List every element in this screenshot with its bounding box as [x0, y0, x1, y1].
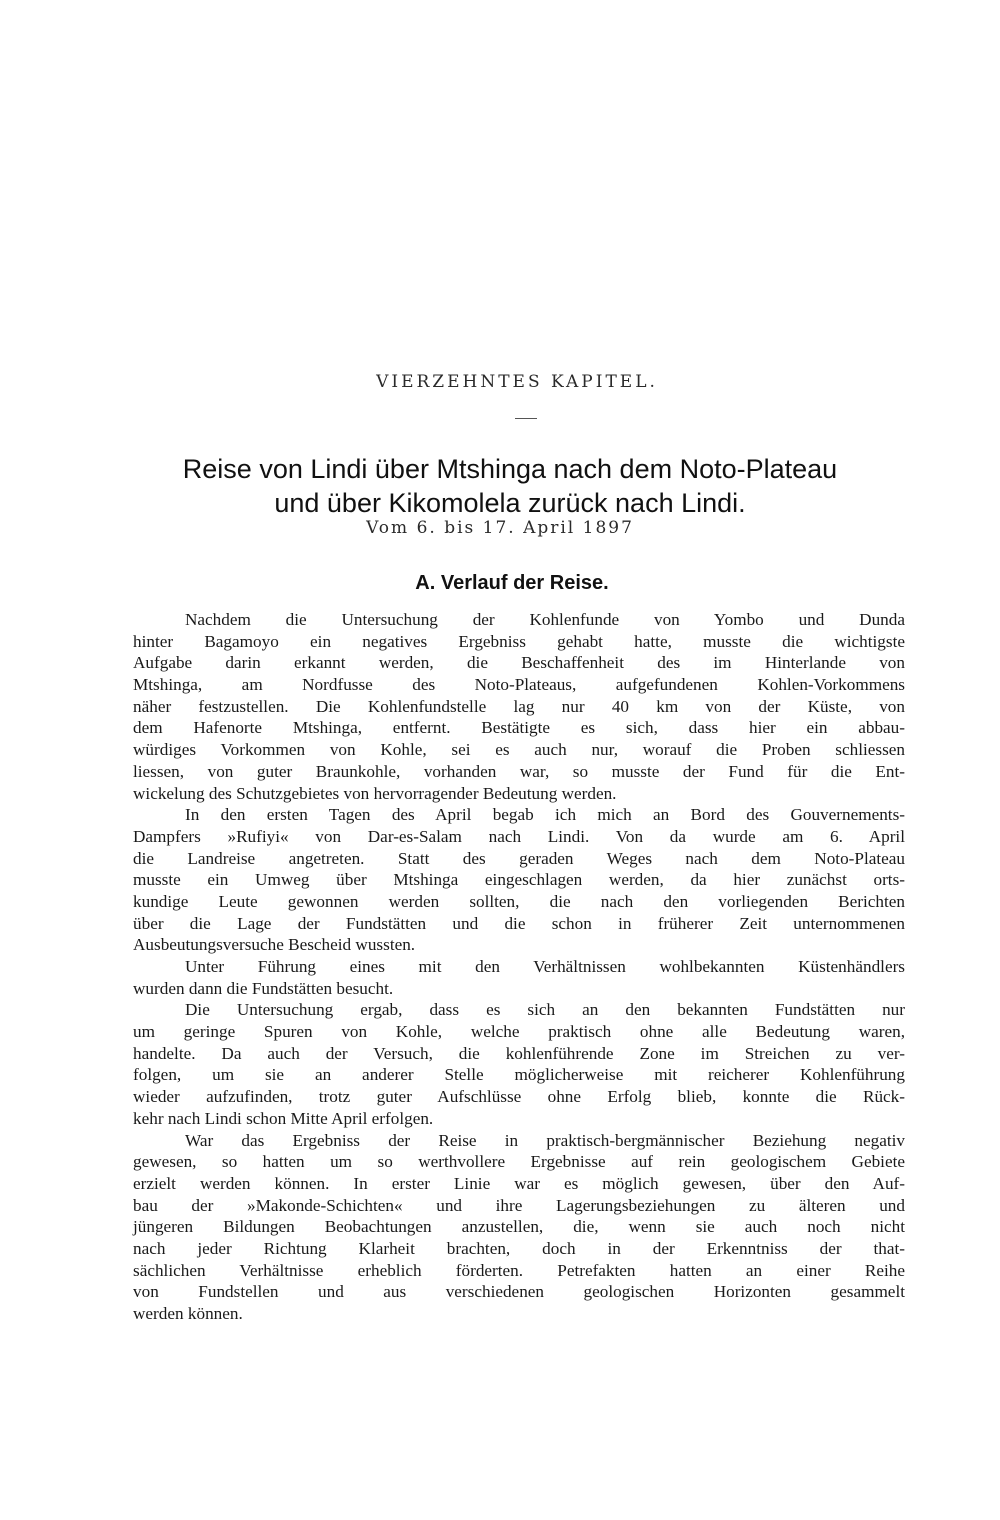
- divider-rule: [515, 418, 537, 419]
- text-line: Unter Führung eines mit den Verhältnissen wohlbekannten Küstenhändlers: [185, 957, 905, 976]
- text-line: Mtshinga, am Nordfusse des Noto-Plateaus, aufgefundenen Kohlen-Vorkommens: [133, 675, 905, 695]
- body-text: [133, 609, 905, 1325]
- text-line: folgen, um sie an anderer Stelle möglicherweise mit reicherer Kohlenführung: [133, 1065, 905, 1085]
- chapter-heading: VIERZEHNTES KAPITEL.: [376, 372, 658, 392]
- text-line: handelte. Da auch der Versuch, die kohlenführende Zone im Streichen zu ver-: [133, 1043, 905, 1063]
- text-line: wurden dann die Fundstätten besucht.: [133, 978, 394, 998]
- text-line: musste ein Umweg über Mtshinga eingeschlagen werden, da hier zunächst orts-: [133, 870, 905, 890]
- text-line: gewesen, so hatten um so werthvollere Ergebnisse auf rein geologischem Gebiete: [133, 1152, 905, 1172]
- text-line: werden können.: [133, 1304, 243, 1323]
- title-line-2: und über Kikomolela zurück nach Lindi.: [274, 488, 746, 518]
- text-line: um geringe Spuren von Kohle, welche praktisch ohne alle Bedeutung waren,: [133, 1022, 905, 1042]
- text-line: Nachdem die Untersuchung der Kohlenfunde von Yombo und Dunda: [185, 610, 905, 629]
- text-line: nach jeder Richtung Klarheit brachten, doch in der Erkenntniss der that-: [133, 1238, 905, 1258]
- text-line: hinter Bagamoyo ein negatives Ergebniss gehabt hatte, musste die wichtigste: [133, 631, 905, 651]
- text-line: In den ersten Tagen des April begab ich mich an Bord des Gouvernements-: [185, 805, 905, 825]
- text-line: sächlichen Verhältnisse erheblich förderten. Petrefakten hatten an einer Reihe: [133, 1260, 905, 1280]
- date-range: Vom 6. bis 17. April 1897: [366, 518, 634, 538]
- text-line: wieder aufzufinden, trotz guter Aufschlüsse ohne Erfolg blieb, konnte die Rück-: [133, 1087, 905, 1107]
- text-line: dem Hafenorte Mtshinga, entfernt. Bestätigte es sich, dass hier ein abbau-: [133, 718, 905, 738]
- text-line: Dampfers »Rufiyi« von Dar-es-Salam nach Lindi. Von da wurde am 6. April: [133, 826, 905, 846]
- text-line: kehr nach Lindi schon Mitte April erfolgen.: [133, 1108, 434, 1128]
- chapter-title: [110, 452, 910, 520]
- text-line: erzielt werden können. In erster Linie war es möglich gewesen, über den Auf-: [133, 1173, 905, 1193]
- text-line: kundige Leute gewonnen werden sollten, die nach den vorliegenden Berichten: [133, 891, 905, 911]
- text-line: über die Lage der Fundstätten und die schon in früherer Zeit unternommenen: [133, 913, 905, 933]
- text-line: bau der »Makonde-Schichten« und ihre Lagerungsbeziehungen zu älteren und: [133, 1195, 905, 1215]
- text-line: Aufgabe darin erkannt werden, die Beschaffenheit des im Hinterlande von: [133, 653, 905, 673]
- title-line-1: Reise von Lindi über Mtshinga nach dem Noto-Plateau: [182, 454, 838, 484]
- text-line: wickelung des Schutzgebietes von hervorragender Bedeutung werden.: [133, 783, 617, 803]
- text-line: die Landreise angetreten. Statt des geraden Weges nach dem Noto-Plateau: [133, 848, 905, 868]
- section-heading: A. Verlauf der Reise.: [415, 572, 609, 594]
- text-line: jüngeren Bildungen Beobachtungen anzustellen, die, wenn sie auch noch nicht: [133, 1217, 905, 1237]
- text-line: von Fundstellen und aus verschiedenen geologischen Horizonten gesammelt: [133, 1282, 905, 1302]
- text-line: würdiges Vorkommen von Kohle, sei es auch nur, worauf die Proben schliessen: [133, 740, 905, 760]
- text-line: liessen, von guter Braunkohle, vorhanden war, so musste der Fund für die Ent-: [133, 761, 905, 781]
- text-line: Ausbeutungsversuche Bescheid wussten.: [133, 935, 416, 955]
- text-line: Die Untersuchung ergab, dass es sich an den bekannten Fundstätten nur: [185, 1000, 905, 1020]
- text-line: näher festzustellen. Die Kohlenfundstelle lag nur 40 km von der Küste, von: [133, 696, 905, 716]
- text-line: War das Ergebniss der Reise in praktisch-bergmännischer Beziehung negativ: [185, 1130, 905, 1150]
